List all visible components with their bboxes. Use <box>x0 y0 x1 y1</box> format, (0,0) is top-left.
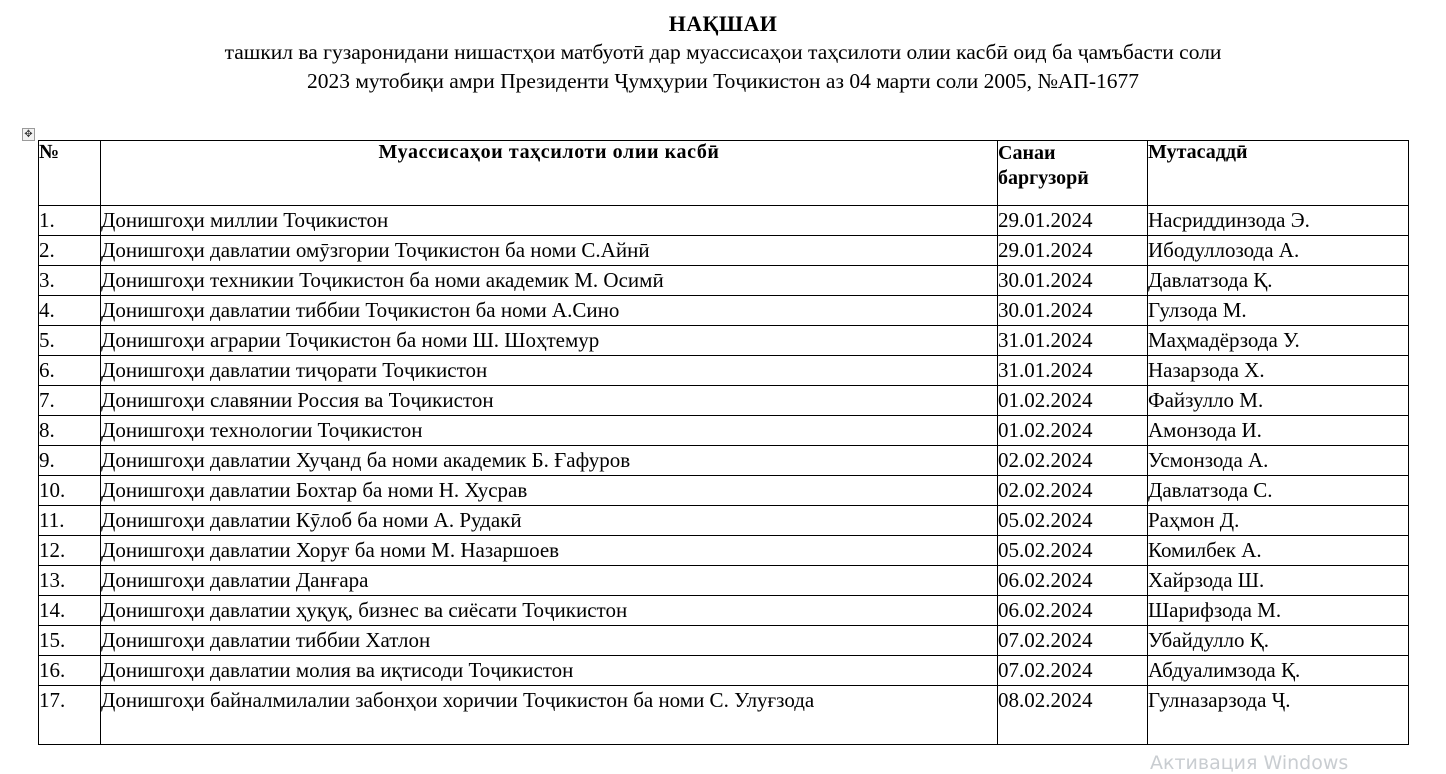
cell-institution: Донишгоҳи аграрии Тоҷикистон ба номи Ш. Шоҳтемур <box>101 326 998 356</box>
cell-date: 02.02.2024 <box>998 446 1148 476</box>
cell-institution: Донишгоҳи славянии Россия ва Тоҷикистон <box>101 386 998 416</box>
cell-number: 17. <box>39 686 101 745</box>
table-row <box>39 596 1409 626</box>
windows-activation-watermark: Активация Windows <box>1150 752 1349 774</box>
page-title: НАҚШАИ <box>668 11 778 36</box>
cell-number: 3. <box>39 266 101 296</box>
cell-responsible: Гулзода М. <box>1148 296 1409 326</box>
table-row <box>39 566 1409 596</box>
plan-table <box>38 140 1409 745</box>
cell-responsible: Давлатзода Қ. <box>1148 266 1409 296</box>
document-title-block <box>0 10 1446 96</box>
cell-date: 06.02.2024 <box>998 596 1148 626</box>
cell-responsible: Шарифзода М. <box>1148 596 1409 626</box>
cell-institution: Донишгоҳи давлатии Бохтар ба номи Н. Хусрав <box>101 476 998 506</box>
table-row <box>39 416 1409 446</box>
cell-responsible: Насриддинзода Э. <box>1148 206 1409 236</box>
cell-number: 4. <box>39 296 101 326</box>
cell-institution: Донишгоҳи давлатии ҳуқуқ, бизнес ва сиёсати Тоҷикистон <box>101 596 998 626</box>
cell-responsible: Амонзода И. <box>1148 416 1409 446</box>
cell-number: 15. <box>39 626 101 656</box>
cell-institution: Донишгоҳи технологии Тоҷикистон <box>101 416 998 446</box>
cell-number: 8. <box>39 416 101 446</box>
cell-number: 14. <box>39 596 101 626</box>
table-row <box>39 236 1409 266</box>
column-header-institution: Муассисаҳои таҳсилоти олии касбӣ <box>101 141 998 206</box>
table-row <box>39 626 1409 656</box>
cell-date: 30.01.2024 <box>998 296 1148 326</box>
cell-number: 10. <box>39 476 101 506</box>
cell-responsible: Ибодуллозода А. <box>1148 236 1409 266</box>
cell-date: 31.01.2024 <box>998 326 1148 356</box>
cell-responsible: Раҳмон Д. <box>1148 506 1409 536</box>
cell-responsible: Хайрзода Ш. <box>1148 566 1409 596</box>
column-header-date <box>998 141 1148 206</box>
cell-number: 7. <box>39 386 101 416</box>
cell-date: 31.01.2024 <box>998 356 1148 386</box>
cell-institution: Донишгоҳи давлатии омӯзгории Тоҷикистон ба номи С.Айнӣ <box>101 236 998 266</box>
table-row <box>39 326 1409 356</box>
cell-date: 01.02.2024 <box>998 416 1148 446</box>
cell-institution: Донишгоҳи миллии Тоҷикистон <box>101 206 998 236</box>
cell-institution: Донишгоҳи давлатии тиҷорати Тоҷикистон <box>101 356 998 386</box>
cell-responsible: Комилбек А. <box>1148 536 1409 566</box>
table-row <box>39 206 1409 236</box>
table-row <box>39 536 1409 566</box>
cell-responsible: Убайдулло Қ. <box>1148 626 1409 656</box>
page-subtitle-line-2: 2023 мутобиқи амри Президенти Ҷумҳурии Тоҷикистон аз 04 марти соли 2005, №АП-1677 <box>306 69 1140 93</box>
cell-number: 16. <box>39 656 101 686</box>
table-header-row <box>39 141 1409 206</box>
table-row <box>39 656 1409 686</box>
cell-responsible: Абдуалимзода Қ. <box>1148 656 1409 686</box>
cell-institution: Донишгоҳи байналмилалии забонҳои хоричии Тоҷикистон ба номи С. Улуғзода <box>101 686 998 745</box>
cell-date: 05.02.2024 <box>998 536 1148 566</box>
cell-institution: Донишгоҳи давлатии молия ва иқтисоди Тоҷикистон <box>101 656 998 686</box>
cell-responsible: Назарзода Х. <box>1148 356 1409 386</box>
cell-date: 07.02.2024 <box>998 626 1148 656</box>
plan-table-wrapper <box>38 140 1408 745</box>
cell-responsible: Давлатзода С. <box>1148 476 1409 506</box>
table-row <box>39 476 1409 506</box>
cell-number: 12. <box>39 536 101 566</box>
cell-date: 08.02.2024 <box>998 686 1148 745</box>
cell-date: 06.02.2024 <box>998 566 1148 596</box>
cell-institution: Донишгоҳи давлатии Данғара <box>101 566 998 596</box>
column-header-date-line-1: Санаи <box>998 142 1056 164</box>
table-row <box>39 356 1409 386</box>
cell-institution: Донишгоҳи давлатии тиббии Хатлон <box>101 626 998 656</box>
cell-institution: Донишгоҳи давлатии Кӯлоб ба номи А. Рудакӣ <box>101 506 998 536</box>
table-move-handle-icon[interactable]: ✥ <box>22 128 35 141</box>
cell-number: 6. <box>39 356 101 386</box>
cell-number: 9. <box>39 446 101 476</box>
table-row <box>39 266 1409 296</box>
page-subtitle-line-1: ташкил ва гузаронидани нишастҳои матбуотӣ дар муассисаҳои таҳсилоти олии касбӣ оид ба ҷамъбасти соли <box>224 40 1222 64</box>
column-header-number: № <box>39 141 101 206</box>
cell-number: 1. <box>39 206 101 236</box>
cell-date: 01.02.2024 <box>998 386 1148 416</box>
cell-responsible: Маҳмадёрзода У. <box>1148 326 1409 356</box>
cell-date: 29.01.2024 <box>998 236 1148 266</box>
table-row <box>39 686 1409 745</box>
cell-institution: Донишгоҳи техникии Тоҷикистон ба номи академик М. Осимӣ <box>101 266 998 296</box>
column-header-responsible: Мутасаддӣ <box>1148 141 1409 206</box>
cell-date: 30.01.2024 <box>998 266 1148 296</box>
cell-number: 5. <box>39 326 101 356</box>
column-header-date-line-2: баргузорӣ <box>998 167 1089 189</box>
cell-number: 11. <box>39 506 101 536</box>
cell-responsible: Файзулло М. <box>1148 386 1409 416</box>
cell-date: 07.02.2024 <box>998 656 1148 686</box>
cell-institution: Донишгоҳи давлатии Хоруғ ба номи М. Назаршоев <box>101 536 998 566</box>
cell-institution: Донишгоҳи давлатии тиббии Тоҷикистон ба номи А.Сино <box>101 296 998 326</box>
table-row <box>39 296 1409 326</box>
cell-responsible: Гулназарзода Ҷ. <box>1148 686 1409 745</box>
cell-responsible: Усмонзода А. <box>1148 446 1409 476</box>
cell-date: 05.02.2024 <box>998 506 1148 536</box>
table-row <box>39 386 1409 416</box>
cell-institution: Донишгоҳи давлатии Хуҷанд ба номи академик Б. Ғафуров <box>101 446 998 476</box>
cell-date: 02.02.2024 <box>998 476 1148 506</box>
cell-number: 2. <box>39 236 101 266</box>
cell-number: 13. <box>39 566 101 596</box>
cell-date: 29.01.2024 <box>998 206 1148 236</box>
table-row <box>39 506 1409 536</box>
table-row <box>39 446 1409 476</box>
